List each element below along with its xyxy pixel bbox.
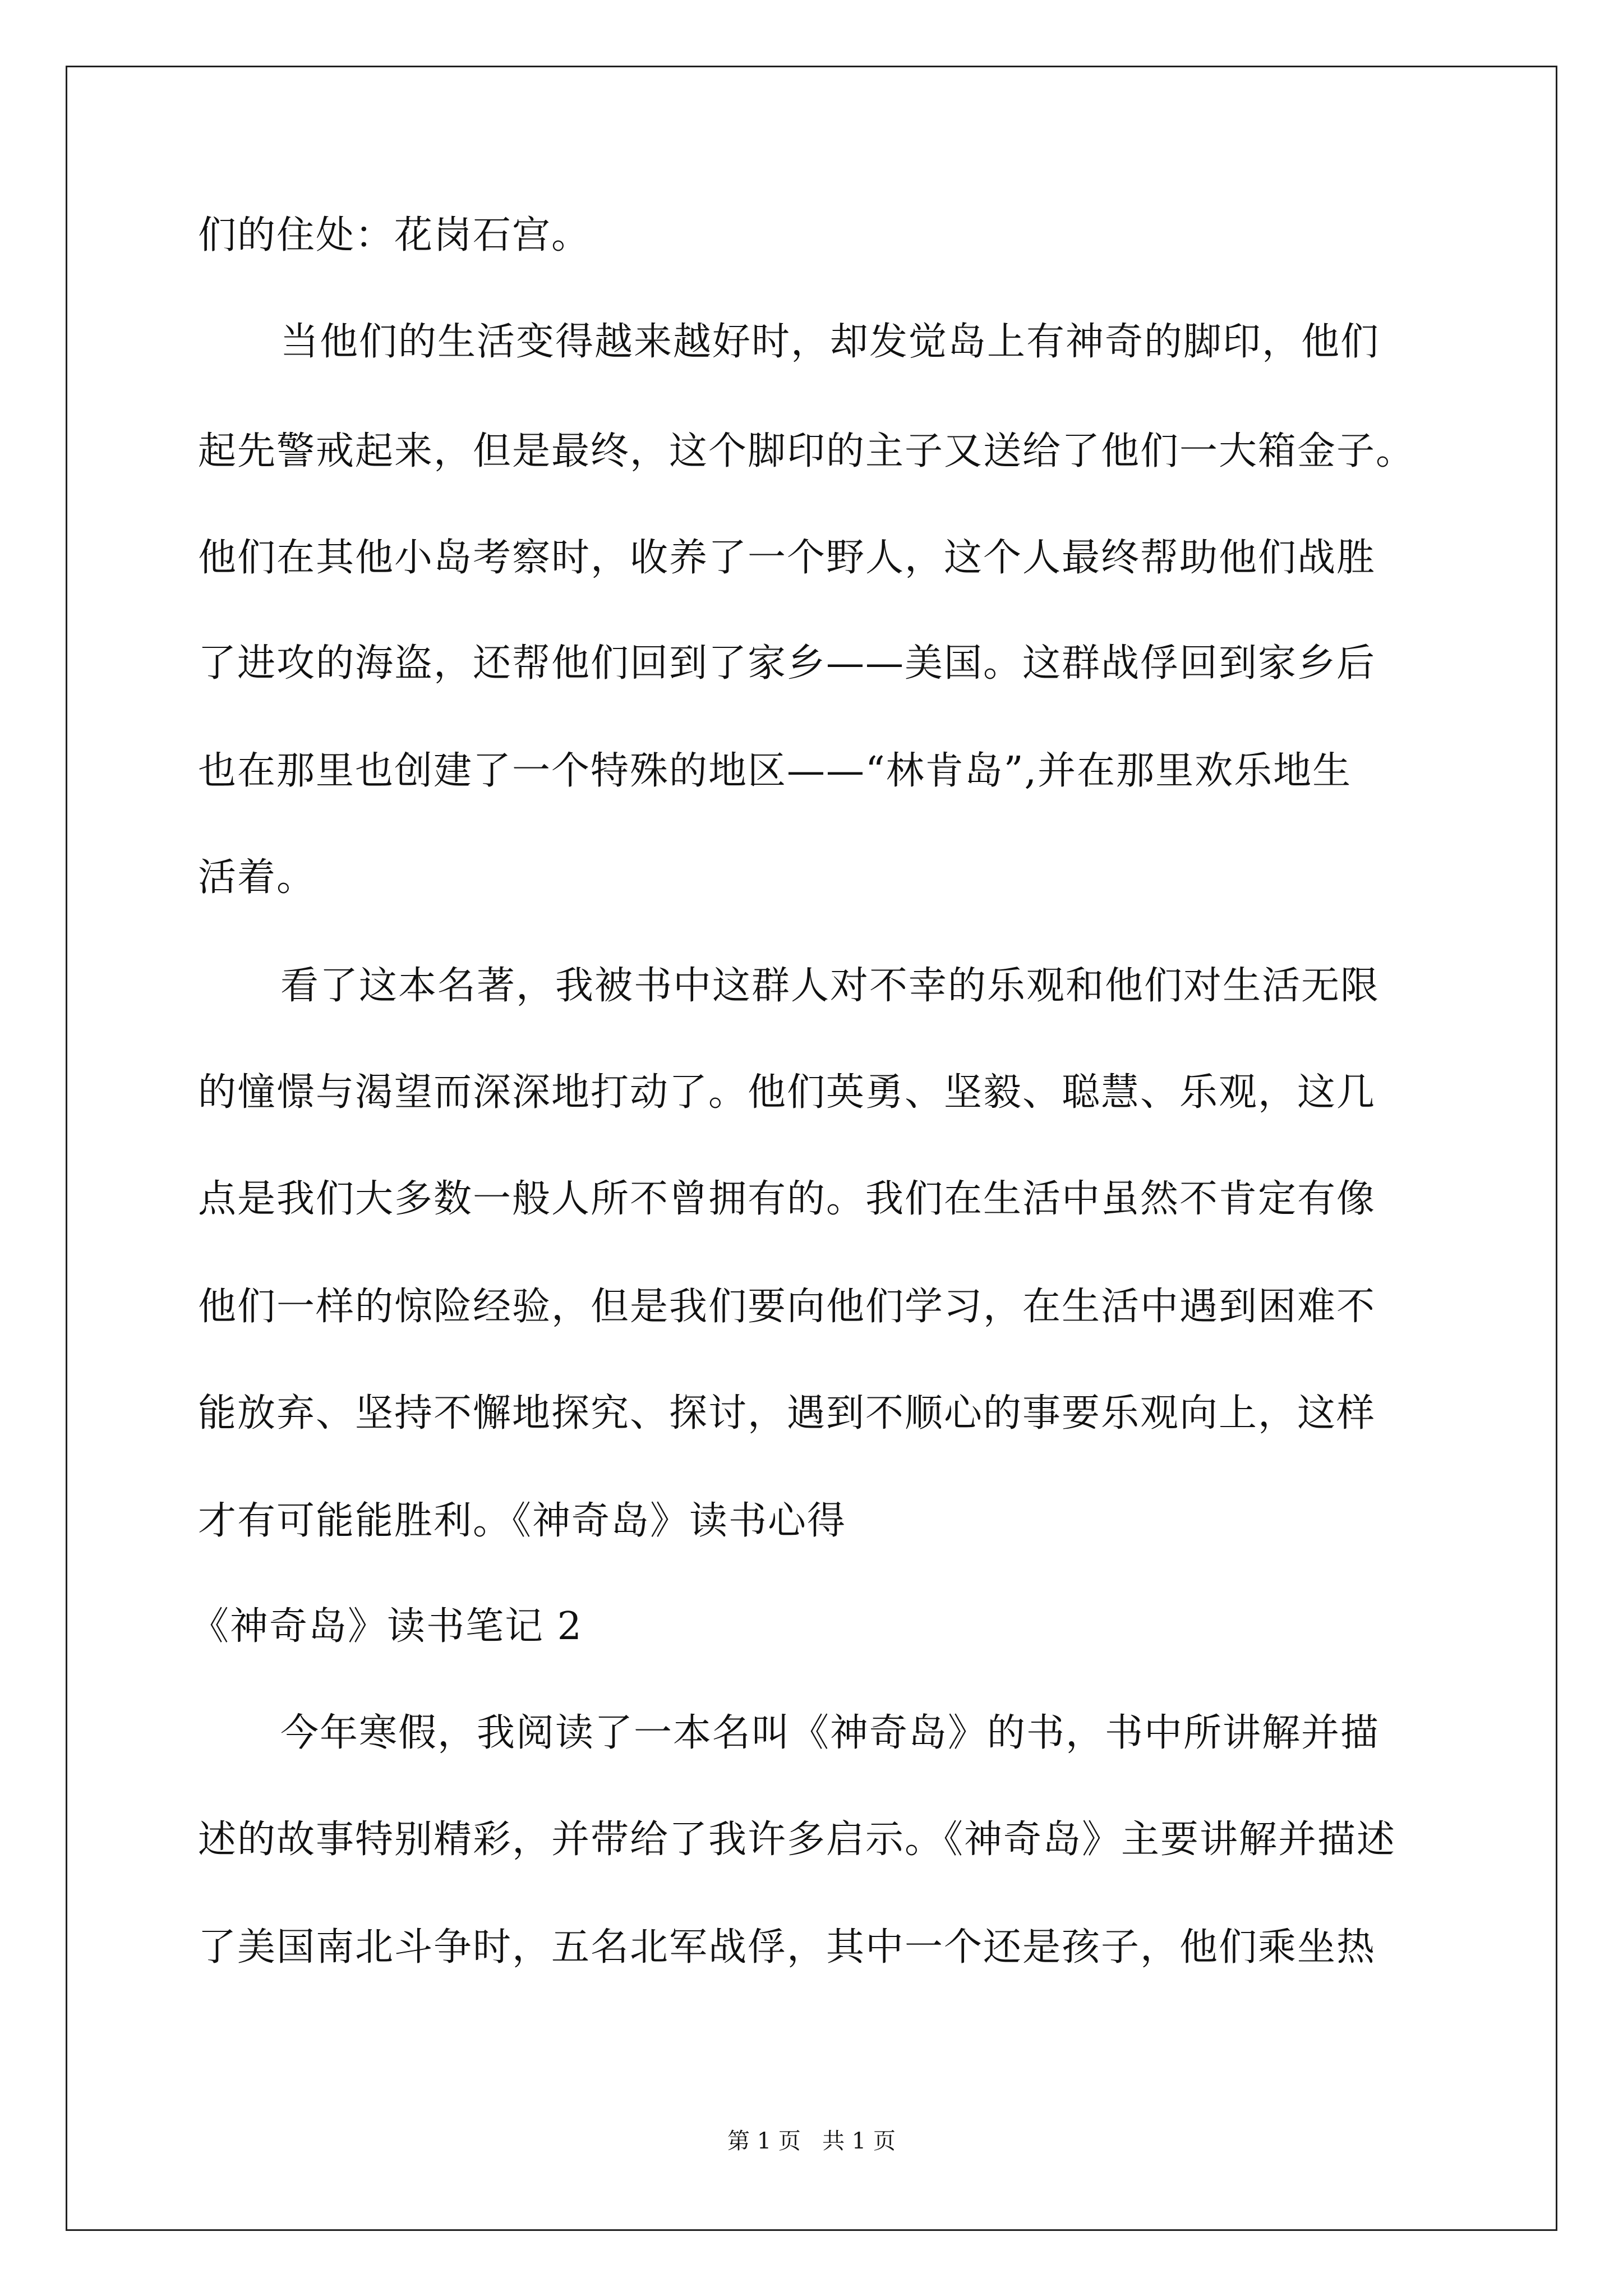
text-line: 点是我们大多数一般人所不曾拥有的。我们在生活中虽然不肯定有像	[198, 1177, 1376, 1221]
text-line: 他们一样的惊险经验，但是我们要向他们学习，在生活中遇到困难不	[198, 1285, 1376, 1329]
text-line: 们的住处：花岗石宫。	[198, 213, 591, 257]
text-line: 活着。	[198, 855, 316, 900]
text-line: 能放弃、坚持不懈地探究、探讨，遇到不顺心的事要乐观向上，这样	[198, 1391, 1376, 1435]
section-heading: 《神奇岛》读书笔记 2	[191, 1604, 583, 1649]
text-line: 了美国南北斗争时，五名北军战俘，其中一个还是孩子，他们乘坐热	[198, 1925, 1376, 1970]
page-border	[66, 66, 1557, 2231]
text-line: 了进攻的海盗，还帮他们回到了家乡——美国。这群战俘回到家乡后	[198, 641, 1376, 685]
text-line: 起先警戒起来，但是最终，这个脚印的主子又送给了他们一大箱金子。	[198, 429, 1415, 473]
text-line: 的憧憬与渴望而深深地打动了。他们英勇、坚毅、聪慧、乐观，这几	[198, 1070, 1376, 1115]
text-line: 也在那里也创建了一个特殊的地区——“林肯岛”,并在那里欢乐地生	[198, 749, 1352, 793]
page-footer: 第 1 页 共 1 页	[727, 2128, 896, 2154]
text-line: 述的故事特别精彩，并带给了我许多启示。《神奇岛》主要讲解并描述	[198, 1818, 1396, 1862]
text-line: 才有可能能胜利。《神奇岛》读书心得	[198, 1499, 847, 1543]
text-line: 他们在其他小岛考察时，收养了一个野人，这个人最终帮助他们战胜	[198, 536, 1376, 580]
paragraph-first-line: 今年寒假，我阅读了一本名叫《神奇岛》的书，书中所讲解并描	[280, 1711, 1380, 1755]
paragraph-first-line: 看了这本名著，我被书中这群人对不幸的乐观和他们对生活无限	[280, 964, 1380, 1008]
paragraph-first-line: 当他们的生活变得越来越好时，却发觉岛上有神奇的脚印，他们	[280, 320, 1380, 364]
